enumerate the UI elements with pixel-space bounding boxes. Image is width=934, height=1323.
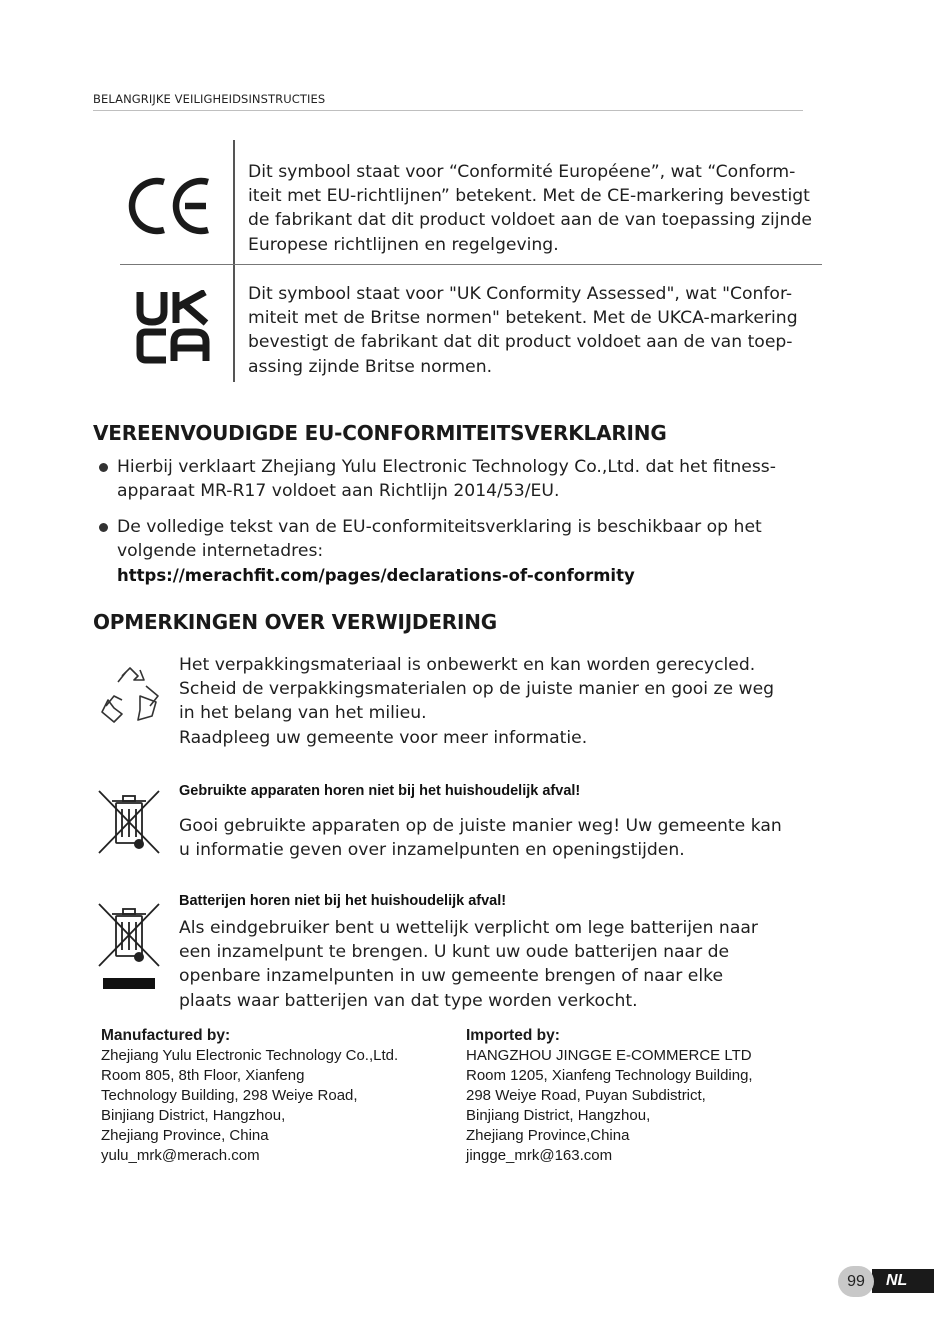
declaration-url-link[interactable]: https://merachfit.com/pages/declarations-of-conformity — [117, 566, 635, 586]
manufacturer-label: Manufactured by: — [101, 1027, 231, 1044]
ukca-line: assing zijnde Britse normen. — [248, 356, 493, 377]
eu-declaration-bullet-1 — [99, 455, 839, 503]
crossed-out-bin-icon — [97, 787, 161, 857]
importer-line: Binjiang District, Hangzhou, — [466, 1107, 651, 1124]
recycle-line: Raadpleeg uw gemeente voor meer informatie. — [179, 727, 588, 748]
bullet-line: Hierbij verklaart Zhejiang Yulu Electronic Technology Co.,Ltd. dat het fitness- — [117, 457, 776, 477]
manufacturer-line: Zhejiang Yulu Electronic Technology Co.,Ltd. — [101, 1047, 399, 1064]
ukca-line: miteit met de Britse normen" betekent. Met de UKCA-markering — [248, 308, 798, 329]
weee-description — [179, 814, 859, 862]
recycle-icon — [100, 666, 160, 726]
header-divider — [93, 110, 803, 111]
manufacturer-email: yulu_mrk@merach.com — [101, 1147, 260, 1164]
recycle-description — [179, 653, 839, 750]
battery-line: plaats waar batterijen van dat type worden verkocht. — [179, 990, 638, 1011]
manufacturer-line: Zhejiang Province, China — [101, 1127, 269, 1144]
bullet-line: apparaat MR-R17 voldoet aan Richtlijn 2014/53/EU. — [117, 481, 560, 502]
weee-title: Gebruikte apparaten horen niet bij het huishoudelijk afval! — [179, 783, 581, 799]
manufacturer-line: Room 805, 8th Floor, Xianfeng — [101, 1067, 305, 1084]
bullet-dot-icon — [99, 523, 108, 532]
battery-line: openbare inzamelpunten in uw gemeente brengen of naar elke — [179, 966, 724, 987]
importer-line: Zhejiang Province,China — [466, 1127, 630, 1144]
ukca-line: bevestigt de fabrikant dat dit product voldoet aan de van toep- — [248, 332, 793, 353]
language-tab: NL — [872, 1269, 934, 1293]
battery-line: een inzamelpunt te brengen. U kunt uw oude batterijen naar de — [179, 942, 730, 963]
importer-label: Imported by: — [466, 1027, 560, 1044]
recycle-line: Het verpakkingsmateriaal is onbewerkt en kan worden gerecycled. — [179, 655, 756, 675]
page-number: 99 — [838, 1266, 874, 1297]
manufacturer-line: Technology Building, 298 Weiye Road, — [101, 1087, 358, 1104]
symbol-table-vertical-divider — [233, 140, 235, 382]
disposal-heading: OPMERKINGEN OVER VERWIJDERING — [93, 610, 497, 634]
importer-line: HANGZHOU JINGGE E-COMMERCE LTD — [466, 1047, 752, 1064]
eu-declaration-heading: VEREENVOUDIGDE EU-CONFORMITEITSVERKLARING — [93, 421, 667, 445]
ukca-line: Dit symbool staat voor "UK Conformity Assessed", wat "Confor- — [248, 284, 793, 304]
page-header-title: BELANGRIJKE VEILIGHEIDSINSTRUCTIES — [93, 92, 326, 106]
battery-bin-icon — [97, 900, 161, 992]
bullet-line: volgende internetadres: — [117, 541, 324, 562]
manufacturer-line: Binjiang District, Hangzhou, — [101, 1107, 286, 1124]
importer-line: Room 1205, Xianfeng Technology Building, — [466, 1067, 753, 1084]
importer-line: 298 Weiye Road, Puyan Subdistrict, — [466, 1087, 706, 1104]
ce-line: Dit symbool staat voor “Conformité Européene”, wat “Conform- — [248, 162, 796, 182]
ce-line: Europese richtlijnen en regelgeving. — [248, 234, 559, 255]
eu-declaration-bullet-2 — [99, 515, 839, 589]
bullet-line: De volledige tekst van de EU-conformiteitsverklaring is beschikbaar op het — [117, 517, 762, 537]
symbol-table-horizontal-divider — [120, 264, 822, 265]
manufacturer-block — [101, 1026, 461, 1166]
battery-description — [179, 916, 859, 1013]
bullet-dot-icon — [99, 463, 108, 472]
battery-title: Batterijen horen niet bij het huishoudelijk afval! — [179, 893, 507, 909]
importer-email: jingge_mrk@163.com — [466, 1147, 613, 1164]
ukca-mark-icon — [136, 290, 210, 364]
recycle-line: Scheid de verpakkingsmaterialen op de juiste manier en gooi ze weg — [179, 679, 775, 700]
ce-mark-icon — [128, 176, 214, 236]
ce-description — [248, 160, 858, 257]
battery-line: Als eindgebruiker bent u wettelijk verplicht om lege batterijen naar — [179, 918, 758, 938]
ce-line: iteit met EU-richtlijnen” betekent. Met de CE-markering bevestigt — [248, 186, 810, 207]
weee-line: u informatie geven over inzamelpunten en openingstijden. — [179, 840, 685, 861]
ce-line: de fabrikant dat dit product voldoet aan de van toepassing zijnde — [248, 210, 812, 231]
importer-block — [466, 1026, 846, 1166]
ukca-description — [248, 282, 858, 379]
recycle-line: in het belang van het milieu. — [179, 703, 427, 724]
weee-line: Gooi gebruikte apparaten op de juiste manier weg! Uw gemeente kan — [179, 816, 782, 836]
